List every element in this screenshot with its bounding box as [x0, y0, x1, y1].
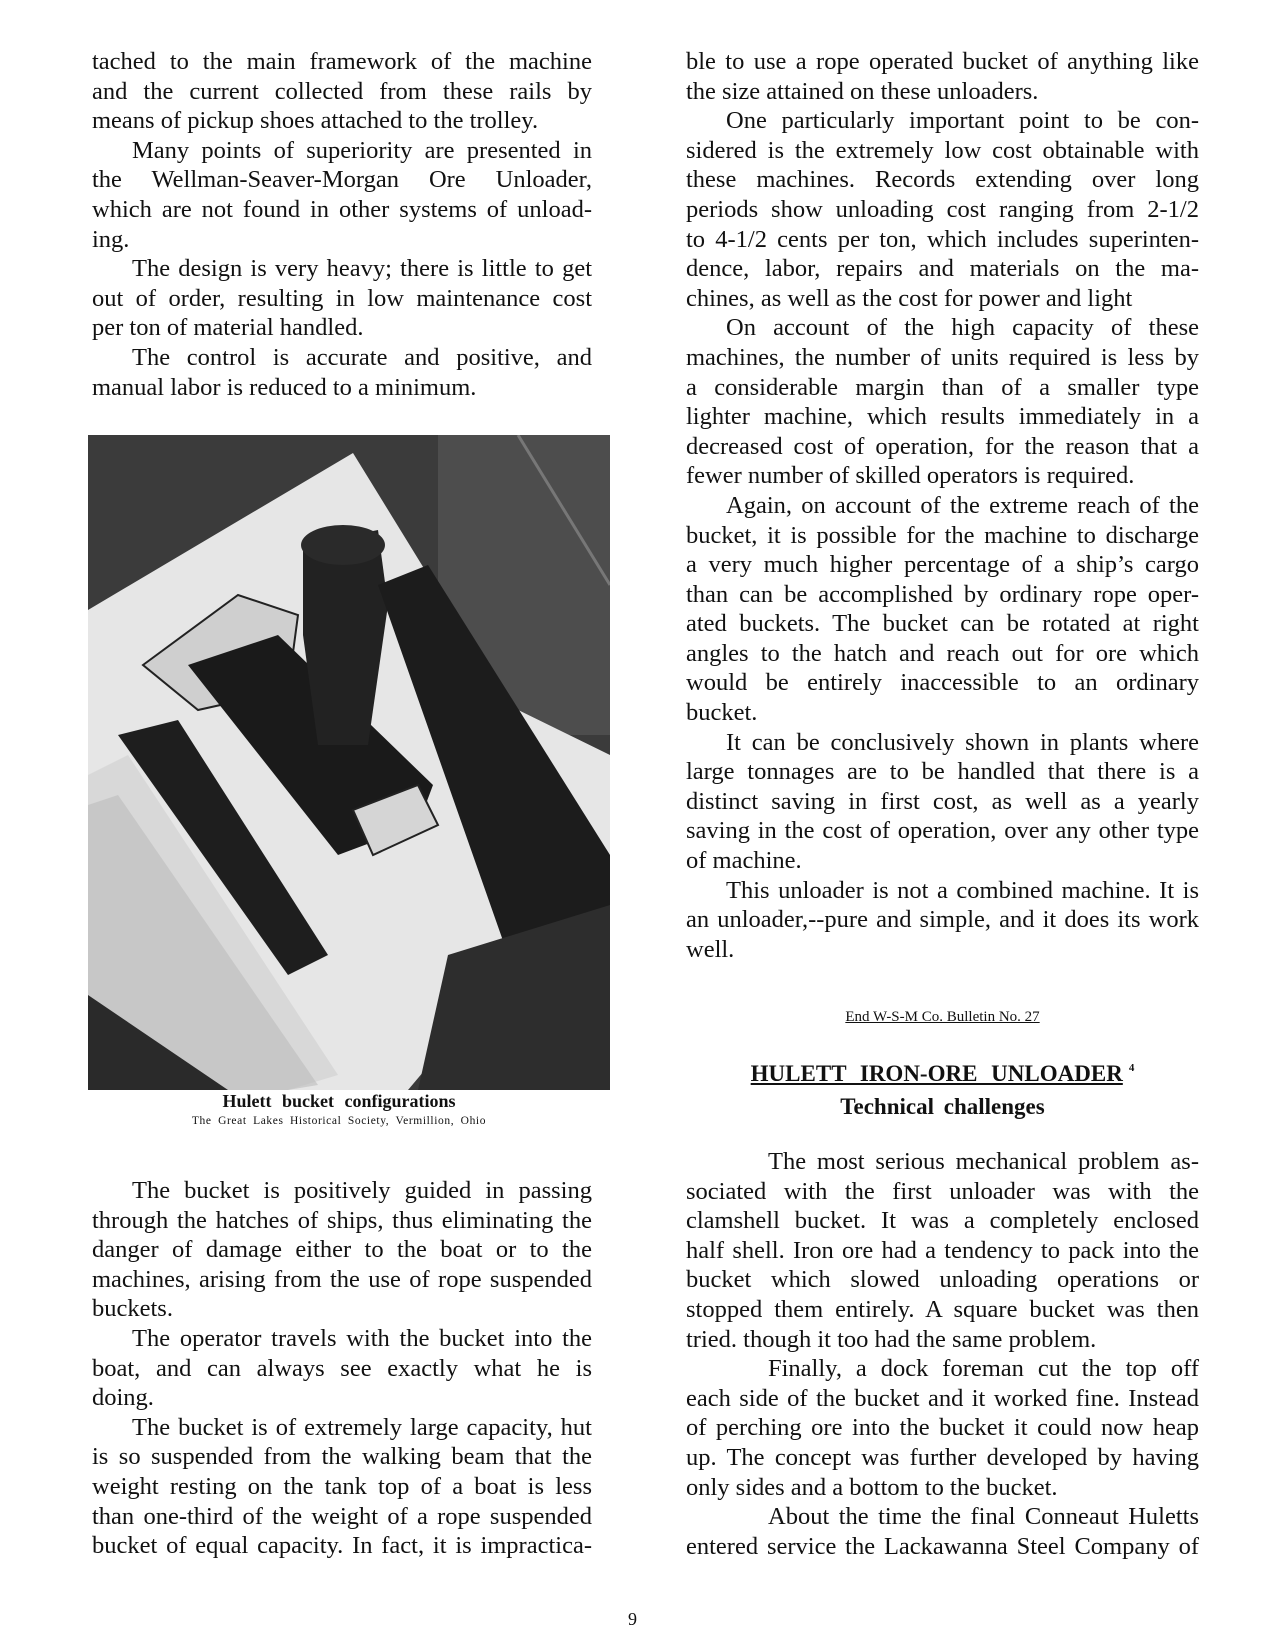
- text-line: The control is accurate and positive, and: [132, 343, 592, 371]
- text-line: ing.: [92, 225, 130, 253]
- text-line: angles to the hatch and reach out for ore which: [686, 639, 1199, 667]
- bulletin-end-text: End W-S-M Co. Bulletin No. 27: [845, 1009, 1040, 1025]
- text-line: out of order, resulting in low maintenance cost: [92, 284, 592, 312]
- text-line: well.: [686, 935, 735, 963]
- text-line: periods show unloading cost ranging from 2-1/2: [686, 195, 1199, 223]
- text-line: Again, on account of the extreme reach of the: [726, 491, 1199, 519]
- text-line: the size attained on these unloaders.: [686, 77, 1039, 105]
- text-line: is so suspended from the walking beam that the: [92, 1443, 592, 1471]
- text-line: bucket of equal capacity. In fact, it is impractica-: [92, 1532, 592, 1560]
- text-line: sociated with the first unloader was with the: [686, 1177, 1199, 1205]
- text-line: dence, labor, repairs and materials on the ma-: [686, 255, 1199, 283]
- text-line: per ton of material handled.: [92, 314, 364, 342]
- text-line: saving in the cost of operation, over any other type: [686, 817, 1199, 845]
- text-line: ated buckets. The bucket can be rotated at right: [686, 610, 1199, 638]
- text-line: Many points of superiority are presented in: [132, 136, 592, 164]
- text-line: of machine.: [686, 847, 802, 875]
- text-line: Finally, a dock foreman cut the top off: [768, 1355, 1199, 1383]
- text-line: On account of the high capacity of these: [726, 314, 1199, 342]
- section-subheading: Technical challenges: [840, 1094, 1045, 1119]
- text-line: decreased cost of operation, for the reason that a: [686, 432, 1199, 460]
- text-line: only sides and a bottom to the bucket.: [686, 1473, 1058, 1501]
- text-line: through the hatches of ships, thus eliminating the: [92, 1206, 592, 1234]
- text-line: means of pickup shoes attached to the trolley.: [92, 107, 539, 135]
- left-column-top-text: [92, 47, 592, 402]
- caption-title: Hulett bucket configurations: [222, 1091, 456, 1111]
- text-line: up. The concept was further developed by having: [686, 1443, 1199, 1471]
- text-line: a considerable margin than of a smaller type: [686, 373, 1199, 401]
- text-line: doing.: [92, 1384, 154, 1412]
- right-column-bottom-text: [686, 1147, 1199, 1561]
- text-line: these machines. Records extending over long: [686, 166, 1199, 194]
- text-line: to 4-1/2 cents per ton, which includes superinten-: [686, 225, 1199, 253]
- text-line: It can be conclusively shown in plants where: [726, 728, 1199, 756]
- hulett-bucket-photo: [88, 435, 610, 1090]
- bulletin-end-note: [686, 1007, 1199, 1027]
- text-line: lighter machine, which results immediately in a: [686, 403, 1199, 431]
- text-line: tached to the main framework of the machine: [92, 48, 592, 75]
- text-line: One particularly important point to be con-: [726, 107, 1199, 135]
- text-line: The design is very heavy; there is little to get: [132, 255, 592, 283]
- footnote-marker: 4: [1128, 1062, 1135, 1074]
- text-line: machines, arising from the use of rope suspended: [92, 1265, 592, 1293]
- text-line: the Wellman-Seaver-Morgan Ore Unloader,: [92, 166, 592, 194]
- text-line: than can be accomplished by ordinary rope oper-: [686, 580, 1199, 608]
- text-line: bucket.: [686, 699, 758, 727]
- text-line: weight resting on the tank top of a boat is less: [92, 1472, 592, 1500]
- left-column-bottom-text: [92, 1176, 592, 1561]
- figure-caption: [88, 1089, 610, 1129]
- text-line: of perching ore into the bucket it could now heap: [686, 1414, 1199, 1442]
- text-line: The operator travels with the bucket into the: [132, 1324, 592, 1352]
- text-line: buckets.: [92, 1295, 173, 1323]
- section-heading-text: HULETT IRON-ORE UNLOADER: [750, 1061, 1123, 1086]
- text-line: fewer number of skilled operators is required.: [686, 462, 1135, 490]
- text-line: stopped them entirely. A square bucket was then: [686, 1295, 1199, 1323]
- text-line: This unloader is not a combined machine. It is: [726, 876, 1199, 904]
- text-line: machines, the number of units required is less by: [686, 343, 1199, 371]
- text-line: would be entirely inaccessible to an ordinary: [686, 669, 1199, 697]
- text-line: chines, as well as the cost for power and light: [686, 284, 1133, 312]
- photo-leg-top: [301, 525, 385, 565]
- text-line: clamshell bucket. It was a completely enclosed: [686, 1207, 1199, 1235]
- text-line: which are not found in other systems of unload-: [92, 195, 592, 223]
- caption-credit: The Great Lakes Historical Society, Vermillion, Ohio: [191, 1115, 487, 1127]
- text-line: sidered is the extremely low cost obtainable with: [686, 136, 1199, 164]
- text-line: About the time the final Conneaut Huletts: [768, 1503, 1199, 1531]
- text-line: The bucket is of extremely large capacity, hut: [132, 1413, 592, 1441]
- text-line: tried. though it too had the same problem.: [686, 1325, 1097, 1353]
- text-line: bucket, it is possible for the machine to discharge: [686, 521, 1199, 549]
- text-line: entered service the Lackawanna Steel Company of: [686, 1532, 1199, 1560]
- text-line: ble to use a rope operated bucket of anything like: [686, 48, 1199, 75]
- text-line: manual labor is reduced to a minimum.: [92, 373, 477, 401]
- text-line: each side of the bucket and it worked fine. Instead: [686, 1384, 1199, 1412]
- text-line: half shell. Iron ore had a tendency to pack into the: [686, 1236, 1199, 1264]
- text-line: The most serious mechanical problem as-: [768, 1148, 1199, 1175]
- page-number: 9: [628, 1609, 637, 1629]
- text-line: bucket which slowed unloading operations or: [686, 1266, 1199, 1294]
- text-line: a very much higher percentage of a ship’s cargo: [686, 551, 1199, 579]
- right-column-top-text: [686, 47, 1199, 964]
- text-line: distinct saving in first cost, as well as a yearly: [686, 787, 1199, 815]
- text-line: and the current collected from these rails by: [92, 77, 592, 105]
- text-line: than one-third of the weight of a rope suspended: [92, 1502, 592, 1530]
- text-line: The bucket is positively guided in passing: [132, 1177, 592, 1204]
- text-line: an unloader,--pure and simple, and it does its work: [686, 906, 1199, 934]
- section-heading: [686, 1053, 1199, 1089]
- text-line: large tonnages are to be handled that there is a: [686, 758, 1199, 786]
- photo-illustration: [88, 435, 610, 1090]
- text-line: danger of damage either to the boat or to the: [92, 1236, 592, 1264]
- text-line: boat, and can always see exactly what he is: [92, 1354, 592, 1382]
